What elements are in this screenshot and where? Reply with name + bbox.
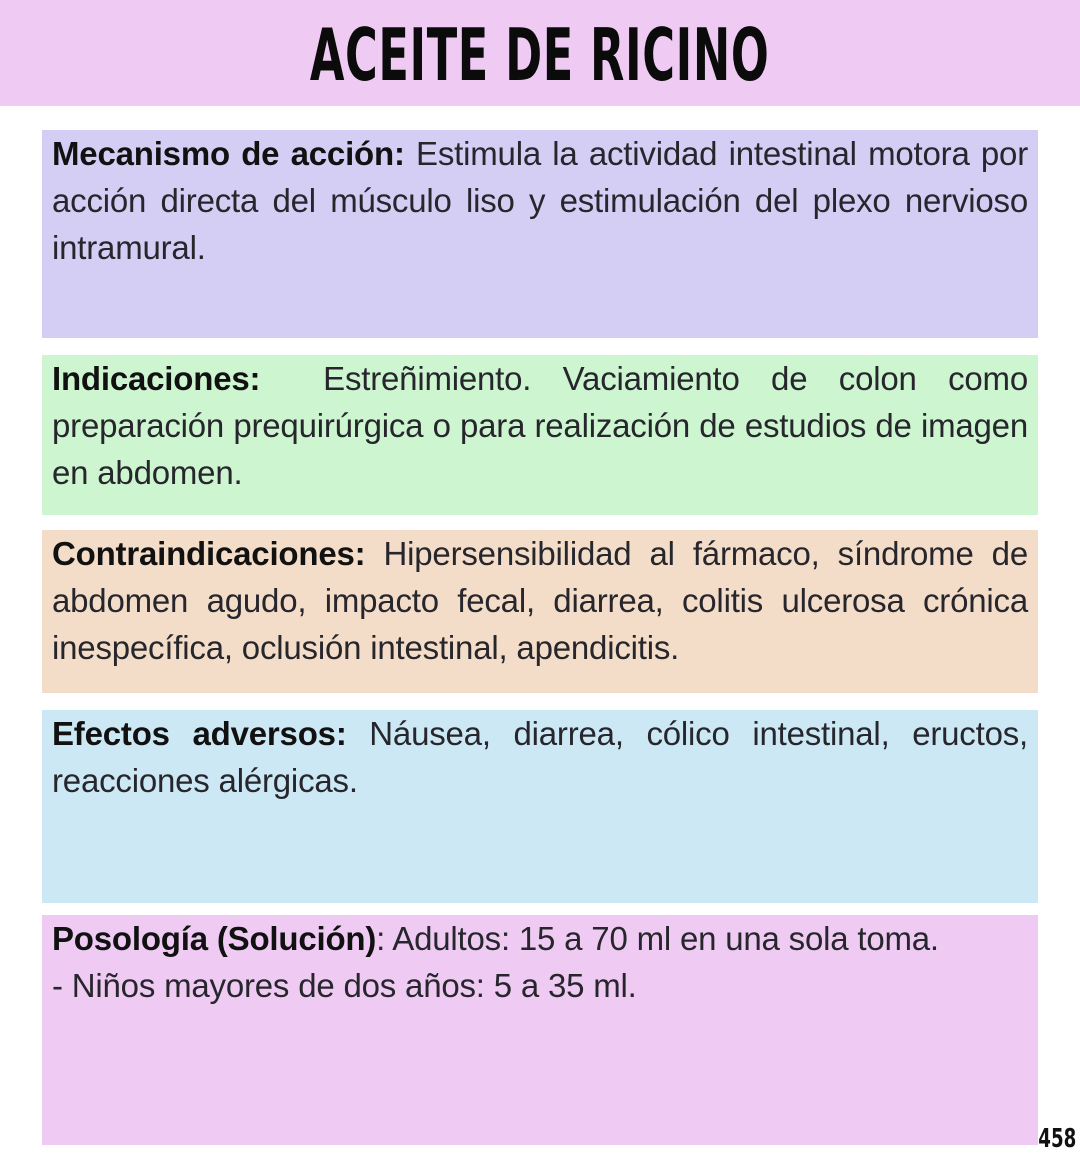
section-contraindications-label: Contraindicaciones: (52, 535, 366, 572)
section-dosage-text: : Adultos: 15 a 70 ml en una sola toma. (376, 920, 939, 957)
section-indications-body (52, 355, 1037, 496)
page-number: 458 (1038, 1124, 1076, 1154)
dosage-children-line: - Niños mayores de dos años: 5 a 35 ml. (52, 967, 637, 1004)
section-indications-label: Indicaciones: (52, 360, 261, 397)
section-contraindications-text: Hipersensibilidad al fármaco, síndrome de abdomen agudo, impacto fecal, diarrea, colitis ulcerosa crónica inespecífica, oclusión intestinal, apendicitis. (52, 535, 1028, 666)
section-mechanism-body (52, 130, 1028, 271)
title-banner (0, 0, 1080, 106)
section-dosage-label: Posología (Solución) (52, 920, 377, 957)
section-mechanism-text: Estimula la actividad intestinal motora por acción directa del músculo liso y estimulación del plexo nervioso intramural. (52, 135, 1028, 266)
section-adverse-effects (42, 710, 1038, 903)
section-adverse-effects-body (52, 710, 1028, 804)
section-contraindications (42, 530, 1038, 693)
section-dosage-body (52, 915, 1028, 1009)
section-contraindications-body (52, 530, 1028, 671)
section-indications (42, 355, 1038, 515)
section-indications-text: Estreñimiento. Vaciamiento de colon como preparación prequirúrgica o para realización de estudios de imagen en abdomen. (52, 360, 1037, 491)
section-mechanism (42, 130, 1038, 338)
page-title: ACEITE DE RICINO (310, 13, 770, 97)
section-adverse-effects-label: Efectos adversos: (52, 715, 347, 752)
section-dosage (42, 915, 1038, 1145)
dosage-adults-line (52, 915, 1028, 962)
section-mechanism-label: Mecanismo de acción: (52, 135, 405, 172)
section-adverse-effects-text: Náusea, diarrea, cólico intestinal, eructos, reacciones alérgicas. (52, 715, 1029, 799)
